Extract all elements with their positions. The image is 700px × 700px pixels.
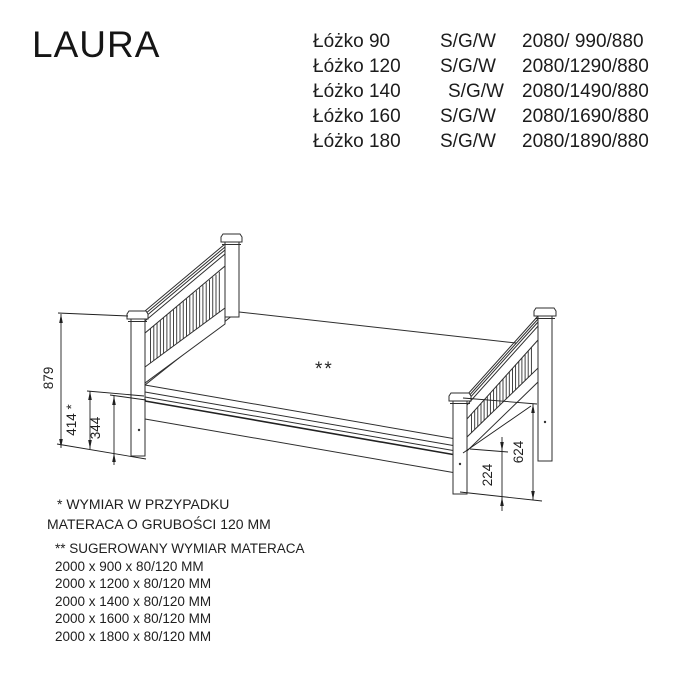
peg-dot: [544, 421, 546, 423]
dimension-624: [511, 404, 535, 500]
arrow-up-icon: [59, 314, 63, 323]
dimension-value: 414 *: [64, 404, 79, 436]
dimension-value: 879: [41, 366, 56, 390]
arrow-up-icon: [112, 453, 116, 462]
mattress-size: 2000 x 1800 x 80/120 MM: [55, 628, 212, 644]
arrow-down-icon: [500, 442, 504, 451]
dims-values: 2080/1290/880: [522, 56, 649, 77]
model-name: Łóżko 90: [313, 31, 391, 52]
arrow-up-icon: [500, 497, 504, 506]
peg-dot: [459, 463, 461, 465]
dimension-224: [480, 437, 504, 511]
mattress-size: 2000 x 1600 x 80/120 MM: [55, 611, 212, 627]
arrow-up-icon: [112, 396, 116, 405]
dims-code: S/G/W: [448, 81, 504, 102]
dims-code: S/G/W: [440, 31, 496, 52]
dims-code: S/G/W: [440, 56, 496, 77]
model-name: Łóżko 140: [313, 81, 401, 102]
arrow-down-icon: [88, 440, 92, 449]
footnote-line: * WYMIAR W PRZYPADKU: [57, 496, 230, 512]
dims-code: S/G/W: [440, 106, 496, 127]
mattress-size: 2000 x 1200 x 80/120 MM: [55, 576, 212, 592]
mattress-marker: **: [315, 359, 334, 380]
mattress-size: 2000 x 900 x 80/120 MM: [55, 558, 204, 574]
arrow-down-icon: [531, 491, 535, 500]
footnote-suggested-mattress: [55, 540, 305, 646]
page-title: LAURA: [32, 24, 161, 65]
footnote-title: ** SUGEROWANY WYMIAR MATERACA: [55, 541, 305, 556]
dims-values: 2080/1690/880: [522, 106, 649, 127]
dimension-879: [41, 314, 63, 448]
dims-values: 2080/ 990/880: [522, 31, 644, 52]
dimension-value: 624: [511, 440, 526, 464]
arrow-down-icon: [59, 439, 63, 448]
arrow-up-icon: [88, 391, 92, 400]
mattress-size: 2000 x 1400 x 80/120 MM: [55, 593, 212, 609]
dimension-value: 224: [480, 463, 495, 487]
dims-values: 2080/1490/880: [522, 81, 649, 102]
model-name: Łóżko 180: [313, 131, 401, 152]
dimension-344: [88, 396, 116, 465]
model-name: Łóżko 120: [313, 56, 401, 77]
model-name: Łóżko 160: [313, 106, 401, 127]
footnote-mattress-thickness: [47, 494, 271, 534]
dims-code: S/G/W: [440, 131, 496, 152]
peg-dot: [138, 429, 140, 431]
arrow-up-icon: [531, 404, 535, 413]
footnote-line: MATERACA O GRUBOŚCI 120 MM: [47, 516, 271, 532]
dims-values: 2080/1890/880: [522, 131, 649, 152]
dimension-value: 344: [88, 416, 103, 440]
